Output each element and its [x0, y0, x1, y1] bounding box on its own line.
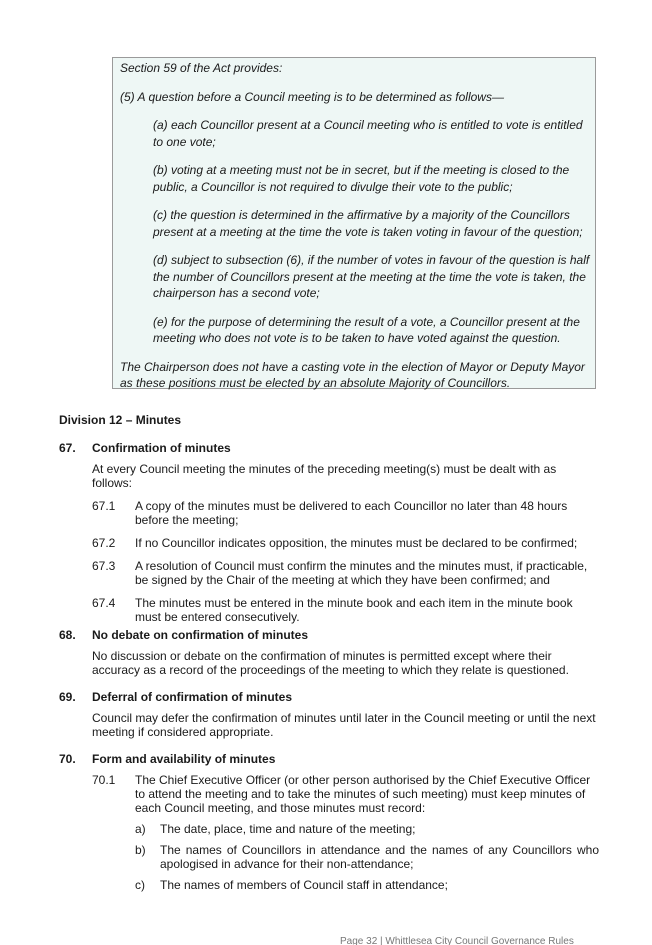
clause-number: 67.2	[92, 536, 116, 550]
clause-text: A resolution of Council must confirm the minutes and the minutes must, if practicable, be signed by the Chair of the meeting at which they have been confirmed; and	[135, 559, 588, 587]
section-68-heading	[59, 628, 599, 642]
clause-70-1	[92, 773, 599, 815]
section-number: 68.	[59, 628, 76, 642]
section-number: 70.	[59, 752, 76, 766]
quote-note: The Chairperson does not have a casting vote in the election of Mayor or Deputy Mayor as these positions must be elected by an absolute Majority of Councillors.	[120, 359, 585, 390]
quote-intro: Section 59 of the Act provides:	[120, 61, 283, 75]
division-heading: Division 12 – Minutes	[59, 413, 182, 427]
quote-item-c: (c) the question is determined in the affirmative by a majority of the Councillors present at a meeting at the time the vote is taken voting in favour of the question;	[153, 208, 583, 239]
list-item-text: The names of Councillors in attendance and the names of any Councillors who apologised in advance for their non-attendance;	[160, 843, 599, 871]
clause-text: A copy of the minutes must be delivered to each Councillor no later than 48 hours before the meeting;	[135, 499, 568, 527]
list-item-b	[135, 843, 599, 871]
quote-paragraph-5: (5) A question before a Council meeting is to be determined as follows—	[120, 89, 504, 104]
section-67-body: At every Council meeting the minutes of the preceding meeting(s) must be dealt with as follows:	[92, 462, 557, 490]
clause-number: 67.4	[92, 596, 116, 610]
section-68	[59, 628, 599, 677]
quote-item-a: (a) each Councillor present at a Council meeting who is entitled to vote is entitled to one vote;	[153, 118, 583, 149]
clause-number: 67.1	[92, 499, 116, 513]
section-70-heading	[59, 752, 599, 766]
section-number: 67.	[59, 441, 76, 455]
section-67	[59, 441, 599, 624]
clause-67-2	[92, 536, 599, 550]
clause-67-4	[92, 596, 599, 624]
list-item-a	[135, 822, 599, 836]
clause-67-1	[92, 499, 599, 527]
section-69-heading	[59, 690, 599, 704]
quote-item-b: (b) voting at a meeting must not be in secret, but if the meeting is closed to the public, a Councillor is not required to divulge their vote to the public;	[153, 163, 570, 194]
list-item-c	[135, 878, 599, 892]
clause-text: The Chief Executive Officer (or other person authorised by the Chief Executive Officer to attend the meeting and to take the minutes of such meeting) must keep minutes of each Council meeting, and those minutes must record:	[135, 773, 591, 815]
quote-item-e: (e) for the purpose of determining the result of a vote, a Councillor present at the meeting who does not vote is to be taken to have voted against the question.	[153, 314, 580, 345]
section-title: Confirmation of minutes	[92, 441, 231, 455]
section-title: Deferral of confirmation of minutes	[92, 690, 293, 704]
quote-item-d: (d) subject to subsection (6), if the number of votes in favour of the question is half the number of Councillors present at the meeting at the time the vote is taken, the chairperson has a second vote;	[153, 253, 590, 300]
clause-text: The minutes must be entered in the minute book and each item in the minute book must be entered consecutively.	[135, 596, 573, 624]
section-67-heading	[59, 441, 599, 455]
list-item-text: The date, place, time and nature of the meeting;	[160, 822, 416, 836]
section-title: Form and availability of minutes	[92, 752, 276, 766]
section-69-body: Council may defer the confirmation of minutes until later in the Council meeting or until the next meeting if considered appropriate.	[92, 711, 596, 739]
page-footer: Page 32 | Whittlesea City Council Governance Rules	[340, 936, 574, 945]
section-70	[59, 752, 599, 892]
list-item-marker: a)	[135, 822, 146, 836]
section-number: 69.	[59, 690, 76, 704]
clause-number: 70.1	[92, 773, 116, 787]
list-item-marker: b)	[135, 843, 146, 857]
section-68-body: No discussion or debate on the confirmation of minutes is permitted except where their accuracy as a record of the proceedings of the meeting to which they relate is questioned.	[92, 649, 569, 677]
section-69	[59, 690, 599, 739]
clause-67-3	[92, 559, 599, 587]
clause-number: 67.3	[92, 559, 116, 573]
section-title: No debate on confirmation of minutes	[92, 628, 309, 642]
act-quote-box	[112, 57, 596, 389]
clause-text: If no Councillor indicates opposition, the minutes must be declared to be confirmed;	[135, 536, 578, 550]
list-item-marker: c)	[135, 878, 145, 892]
list-item-text: The names of members of Council staff in attendance;	[160, 878, 448, 892]
